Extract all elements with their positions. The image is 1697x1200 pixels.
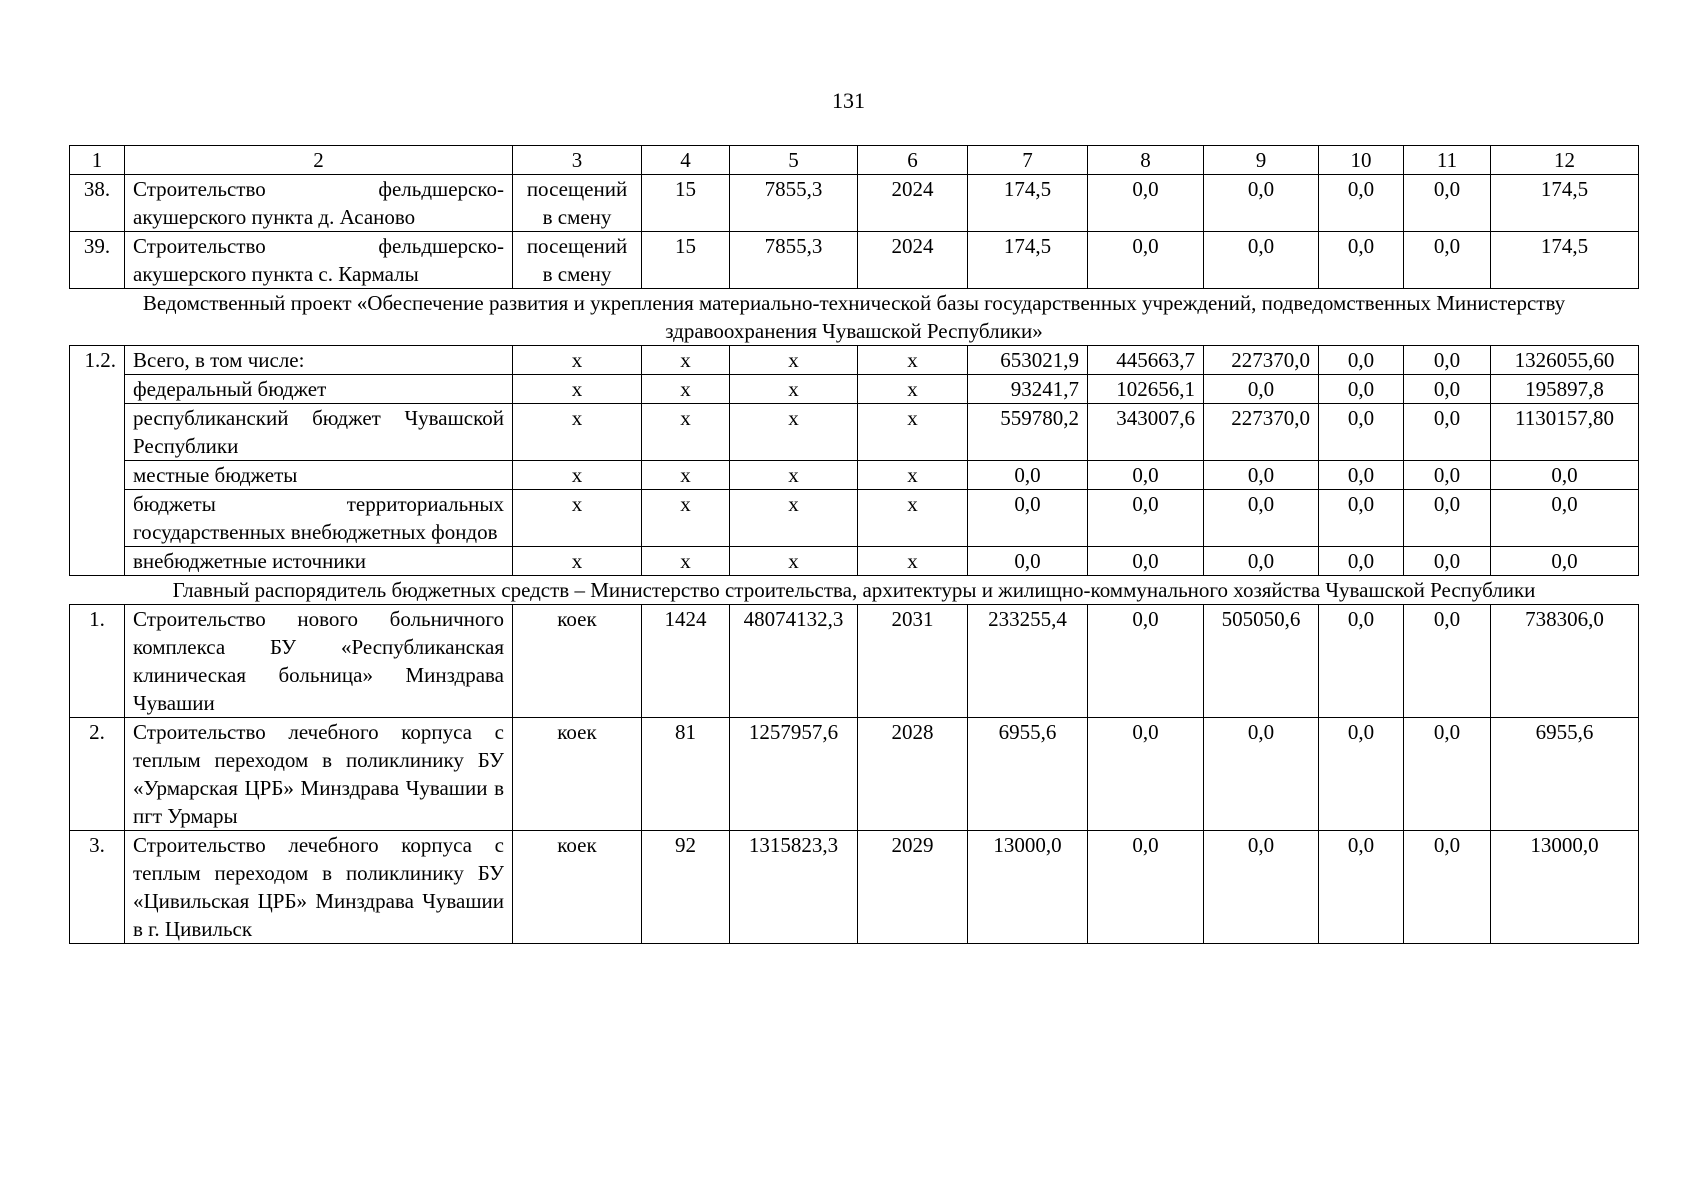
value-cell: х — [642, 547, 730, 576]
year-cell: 2029 — [858, 831, 968, 944]
year-cell: 2028 — [858, 718, 968, 831]
value-cell: х — [642, 346, 730, 375]
cost-cell: 7855,3 — [730, 175, 858, 232]
header-cell: 8 — [1088, 146, 1204, 175]
section-heading-row — [70, 289, 1639, 346]
value-cell: х — [858, 346, 968, 375]
budget-table — [69, 145, 1639, 944]
value-cell: х — [858, 547, 968, 576]
value-cell: 174,5 — [1491, 175, 1639, 232]
table-row — [70, 375, 1639, 404]
budget-source-name: республиканский бюджет Чувашской Республики — [125, 404, 513, 461]
unit-cell: посещений в смену — [513, 175, 642, 232]
header-cell: 1 — [70, 146, 125, 175]
value-cell: х — [730, 375, 858, 404]
value-cell: 13000,0 — [1491, 831, 1639, 944]
value-cell: 0,0 — [1491, 490, 1639, 547]
value-cell: х — [730, 404, 858, 461]
value-cell: 0,0 — [1404, 490, 1491, 547]
value-cell: 0,0 — [968, 461, 1088, 490]
row-number: 1. — [70, 605, 125, 718]
year-cell: 2024 — [858, 175, 968, 232]
value-cell: х — [513, 375, 642, 404]
value-cell: х — [858, 490, 968, 547]
value-cell: 0,0 — [1204, 375, 1319, 404]
value-cell: х — [858, 461, 968, 490]
object-name: Строительство фельдшерско-акушерского пункта с. Кармалы — [125, 232, 513, 289]
value-cell: 0,0 — [1088, 831, 1204, 944]
header-cell: 2 — [125, 146, 513, 175]
value-cell: х — [858, 375, 968, 404]
capacity-cell: 81 — [642, 718, 730, 831]
value-cell: 227370,0 — [1204, 346, 1319, 375]
value-cell: 0,0 — [1088, 718, 1204, 831]
value-cell: 0,0 — [1319, 175, 1404, 232]
value-cell: 0,0 — [1204, 547, 1319, 576]
row-number: 2. — [70, 718, 125, 831]
header-cell: 4 — [642, 146, 730, 175]
header-cell: 9 — [1204, 146, 1319, 175]
row-number: 39. — [70, 232, 125, 289]
value-cell: 445663,7 — [1088, 346, 1204, 375]
value-cell: 0,0 — [1404, 375, 1491, 404]
cost-cell: 1257957,6 — [730, 718, 858, 831]
budget-source-name: бюджеты территориальных государственных внебюджетных фондов — [125, 490, 513, 547]
table-row — [70, 718, 1639, 831]
table-row — [70, 547, 1639, 576]
value-cell: х — [730, 346, 858, 375]
value-cell: 6955,6 — [1491, 718, 1639, 831]
capacity-cell: 15 — [642, 232, 730, 289]
value-cell: х — [858, 404, 968, 461]
cost-cell: 7855,3 — [730, 232, 858, 289]
capacity-cell: 15 — [642, 175, 730, 232]
row-number: 1.2. — [70, 346, 125, 576]
value-cell: х — [513, 346, 642, 375]
unit-cell: посещений в смену — [513, 232, 642, 289]
value-cell: 0,0 — [1319, 718, 1404, 831]
value-cell: х — [730, 490, 858, 547]
unit-cell: коек — [513, 718, 642, 831]
value-cell: 0,0 — [1088, 461, 1204, 490]
value-cell: 0,0 — [1088, 490, 1204, 547]
value-cell: 0,0 — [1088, 175, 1204, 232]
value-cell: 0,0 — [1204, 831, 1319, 944]
value-cell: 0,0 — [1204, 232, 1319, 289]
table-row — [70, 461, 1639, 490]
cost-cell: 48074132,3 — [730, 605, 858, 718]
value-cell: х — [730, 547, 858, 576]
object-name: Строительство лечебного корпуса с теплым переходом в поликлинику БУ «Цивильская ЦРБ» Минздрава Чувашии в г. Цивильск — [125, 831, 513, 944]
value-cell: 0,0 — [1088, 605, 1204, 718]
value-cell: 0,0 — [1319, 547, 1404, 576]
value-cell: х — [730, 461, 858, 490]
value-cell: 0,0 — [1319, 404, 1404, 461]
value-cell: 0,0 — [1404, 404, 1491, 461]
value-cell: 0,0 — [1319, 375, 1404, 404]
section-title: Ведомственный проект «Обеспечение развития и укрепления материально-технической базы государственных учреждений, подведомственных Министерству здравоохранения Чувашской Республики» — [70, 289, 1639, 346]
table-row — [70, 490, 1639, 547]
value-cell: 0,0 — [1319, 605, 1404, 718]
table-row — [70, 404, 1639, 461]
value-cell: 0,0 — [1204, 490, 1319, 547]
value-cell: х — [642, 375, 730, 404]
year-cell: 2031 — [858, 605, 968, 718]
table-row — [70, 232, 1639, 289]
value-cell: 0,0 — [1319, 461, 1404, 490]
column-number-row — [70, 146, 1639, 175]
value-cell: 102656,1 — [1088, 375, 1204, 404]
header-cell: 11 — [1404, 146, 1491, 175]
value-cell: 0,0 — [1319, 831, 1404, 944]
value-cell: 0,0 — [1404, 175, 1491, 232]
section-heading-row — [70, 576, 1639, 605]
value-cell: 0,0 — [1491, 547, 1639, 576]
row-number: 3. — [70, 831, 125, 944]
table-row — [70, 175, 1639, 232]
value-cell: х — [513, 547, 642, 576]
value-cell: 233255,4 — [968, 605, 1088, 718]
value-cell: 505050,6 — [1204, 605, 1319, 718]
year-cell: 2024 — [858, 232, 968, 289]
unit-cell: коек — [513, 831, 642, 944]
budget-source-name: федеральный бюджет — [125, 375, 513, 404]
unit-cell: коек — [513, 605, 642, 718]
header-cell: 7 — [968, 146, 1088, 175]
value-cell: х — [642, 461, 730, 490]
value-cell: 0,0 — [1088, 232, 1204, 289]
value-cell: 6955,6 — [968, 718, 1088, 831]
object-name: Строительство лечебного корпуса с теплым переходом в поликлинику БУ «Урмарская ЦРБ» Минздрава Чувашии в пгт Урмары — [125, 718, 513, 831]
value-cell: 653021,9 — [968, 346, 1088, 375]
value-cell: 0,0 — [1404, 547, 1491, 576]
value-cell: 0,0 — [1319, 490, 1404, 547]
header-cell: 10 — [1319, 146, 1404, 175]
value-cell: 343007,6 — [1088, 404, 1204, 461]
value-cell: 0,0 — [968, 490, 1088, 547]
budget-source-name: внебюджетные источники — [125, 547, 513, 576]
value-cell: 227370,0 — [1204, 404, 1319, 461]
table-row — [70, 346, 1639, 375]
header-cell: 3 — [513, 146, 642, 175]
value-cell: 1326055,60 — [1491, 346, 1639, 375]
value-cell: 0,0 — [1404, 831, 1491, 944]
object-name: Строительство фельдшерско-акушерского пункта д. Асаново — [125, 175, 513, 232]
value-cell: х — [642, 404, 730, 461]
value-cell: х — [642, 490, 730, 547]
capacity-cell: 92 — [642, 831, 730, 944]
value-cell: 0,0 — [1491, 461, 1639, 490]
value-cell: 195897,8 — [1491, 375, 1639, 404]
value-cell: 0,0 — [1204, 461, 1319, 490]
value-cell: 0,0 — [1204, 718, 1319, 831]
value-cell: 174,5 — [1491, 232, 1639, 289]
value-cell: 0,0 — [1404, 461, 1491, 490]
value-cell: 1130157,80 — [1491, 404, 1639, 461]
value-cell: х — [513, 404, 642, 461]
value-cell: 0,0 — [968, 547, 1088, 576]
object-name: Строительство нового больничного комплекса БУ «Республиканская клиническая больница» Минздрава Чувашии — [125, 605, 513, 718]
cost-cell: 1315823,3 — [730, 831, 858, 944]
value-cell: 738306,0 — [1491, 605, 1639, 718]
value-cell: х — [513, 461, 642, 490]
value-cell: 0,0 — [1319, 232, 1404, 289]
value-cell: 0,0 — [1088, 547, 1204, 576]
section-title: Главный распорядитель бюджетных средств – Министерство строительства, архитектуры и жилищно-коммунального хозяйства Чувашской Республики — [70, 576, 1639, 605]
row-number: 38. — [70, 175, 125, 232]
capacity-cell: 1424 — [642, 605, 730, 718]
value-cell: 0,0 — [1404, 605, 1491, 718]
value-cell: 0,0 — [1204, 175, 1319, 232]
header-cell: 5 — [730, 146, 858, 175]
value-cell: 0,0 — [1404, 718, 1491, 831]
value-cell: 174,5 — [968, 175, 1088, 232]
value-cell: 0,0 — [1319, 346, 1404, 375]
value-cell: 93241,7 — [968, 375, 1088, 404]
table-row — [70, 831, 1639, 944]
page-number: 131 — [832, 88, 865, 113]
value-cell: 0,0 — [1404, 346, 1491, 375]
budget-source-name: местные бюджеты — [125, 461, 513, 490]
value-cell: х — [513, 490, 642, 547]
header-cell: 6 — [858, 146, 968, 175]
value-cell: 13000,0 — [968, 831, 1088, 944]
header-cell: 12 — [1491, 146, 1639, 175]
value-cell: 0,0 — [1404, 232, 1491, 289]
table-row — [70, 605, 1639, 718]
value-cell: 174,5 — [968, 232, 1088, 289]
value-cell: 559780,2 — [968, 404, 1088, 461]
budget-source-name: Всего, в том числе: — [125, 346, 513, 375]
